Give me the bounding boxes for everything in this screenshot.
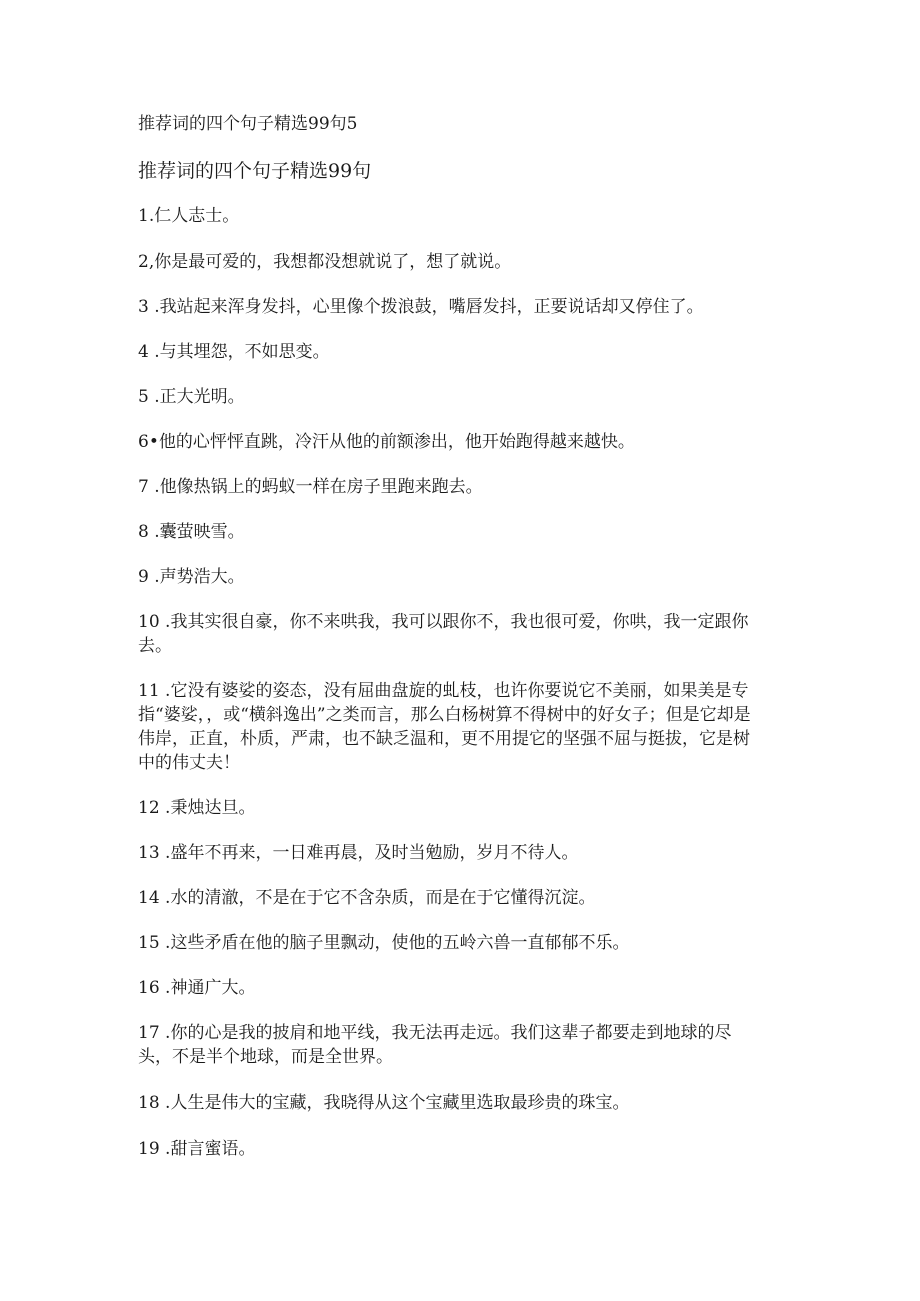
list-item: 17 .你的心是我的披肩和地平线，我无法再走远。我们这辈子都要走到地球的尽头，不是半个地球，而是全世界。 (138, 1023, 732, 1067)
list-item: 8 .囊萤映雪。 (138, 522, 245, 542)
document-heading: 推荐词的四个句子精选99句 (138, 160, 372, 182)
list-item: 16 .神通广大。 (138, 978, 256, 998)
list-item: 11 .它没有婆娑的姿态，没有屈曲盘旋的虬枝，也许你要说它不美丽，如果美是专指“婆娑，，或“横斜逸出”之类而言，那么白杨树算不得树中的好女子；但是它却是伟岸，正直，朴质，严肃，也不缺乏温和，更不用提它的坚强不屈与挺拔，它是树中的伟丈夫！ (138, 681, 751, 773)
list-item: 15 .这些矛盾在他的脑子里飘动，使他的五岭六兽一直郁郁不乐。 (138, 933, 630, 953)
list-item: 7 .他像热锅上的蚂蚁一样在房子里跑来跑去。 (138, 477, 483, 497)
list-item: 19 .甜言蜜语。 (138, 1139, 256, 1159)
list-item: 14 .水的清澈，不是在于它不含杂质，而是在于它懂得沉淀。 (138, 888, 596, 908)
list-item: 18 .人生是伟大的宝藏，我晓得从这个宝藏里选取最珍贵的珠宝。 (138, 1093, 630, 1113)
list-item: 9 .声势浩大。 (138, 567, 245, 587)
list-item: 6•他的心怦怦直跳，冷汗从他的前额渗出，他开始跑得越来越快。 (138, 432, 635, 452)
list-item: 4 .与其埋怨，不如思变。 (138, 342, 330, 362)
list-item: 5 .正大光明。 (138, 387, 245, 407)
list-item: 10 .我其实很自豪，你不来哄我，我可以跟你不，我也很可爱，你哄，我一定跟你去。 (138, 612, 749, 656)
list-item: 2,你是最可爱的，我想都没想就说了，想了就说。 (138, 252, 512, 272)
list-item: 1.仁人志士。 (138, 206, 240, 226)
list-item: 12 .秉烛达旦。 (138, 798, 256, 818)
list-item: 13 .盛年不再来，一日难再晨，及时当勉励，岁月不待人。 (138, 843, 579, 863)
document-title: 推荐词的四个句子精选99句5 (138, 114, 358, 134)
list-item: 3 .我站起来浑身发抖，心里像个拨浪鼓，嘴唇发抖，正要说话却又停住了。 (138, 297, 704, 317)
